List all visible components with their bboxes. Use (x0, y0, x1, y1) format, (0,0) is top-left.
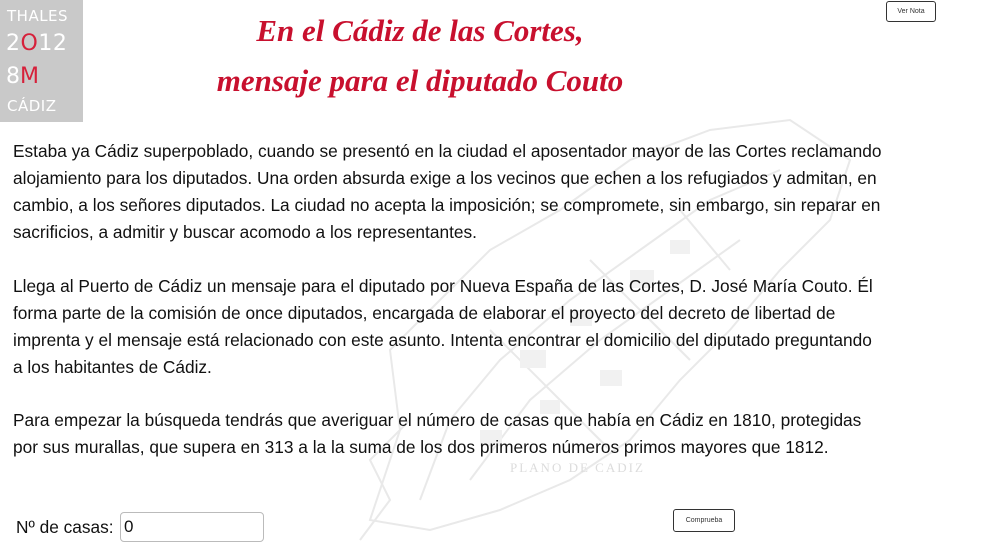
page-title (150, 6, 690, 106)
title-line-2: mensaje para el diputado Couto (216, 63, 624, 98)
logo-year-part: 2 (6, 31, 21, 56)
paragraph-2: Llega al Puerto de Cádiz un mensaje para el diputado por Nueva España de las Cortes, D. José María Couto. Él forma parte de la comisión de once diputados, encargada de elaborar el proyecto del decreto de libertad de imprenta y el mensaje está relacionado con este asunto. Intenta encontrar el domicilio del diputado preguntando a los habitantes de Cádiz. (13, 276, 873, 377)
logo-text-year (6, 31, 67, 56)
map-caption: PLANO DE CADIZ (510, 460, 645, 475)
paragraph-3: Para empezar la búsqueda tendrás que averiguar el número de casas que había en Cádiz en 1810, protegidas por sus murallas, que supera en 313 a la la suma de los dos primeros números primos mayores que 1812. (13, 410, 862, 457)
paragraph-1: Estaba ya Cádiz superpoblado, cuando se presentó en la ciudad el aposentador mayor de las Cortes reclamando alojamiento para los diputados. Una orden absurda exige a los vecinos que echen a los refugiados y admitan, en cambio, a los señores diputados. La ciudad no acepta la imposición; se compromete, sin embargo, sin reparar en sacrificios, a admitir y buscar acomodo a los representantes. (13, 141, 882, 242)
title-line-1: En el Cádiz de las Cortes, (256, 13, 584, 48)
logo-year-part: 12 (38, 31, 68, 56)
thales-logo (0, 0, 83, 122)
casas-label: Nº de casas: (16, 517, 114, 537)
logo-text-city: CÁDIZ (7, 97, 57, 115)
ver-nota-button[interactable]: Ver Nota (886, 1, 936, 22)
logo-text-8m (6, 64, 39, 89)
comprueba-button[interactable]: Comprueba (673, 509, 735, 532)
logo-year-highlight: O (20, 31, 39, 56)
casas-input[interactable] (120, 512, 264, 542)
logo-8m-part: 8 (6, 64, 20, 89)
logo-text-thales: THALES (7, 7, 69, 25)
logo-8m-highlight: M (20, 64, 39, 89)
